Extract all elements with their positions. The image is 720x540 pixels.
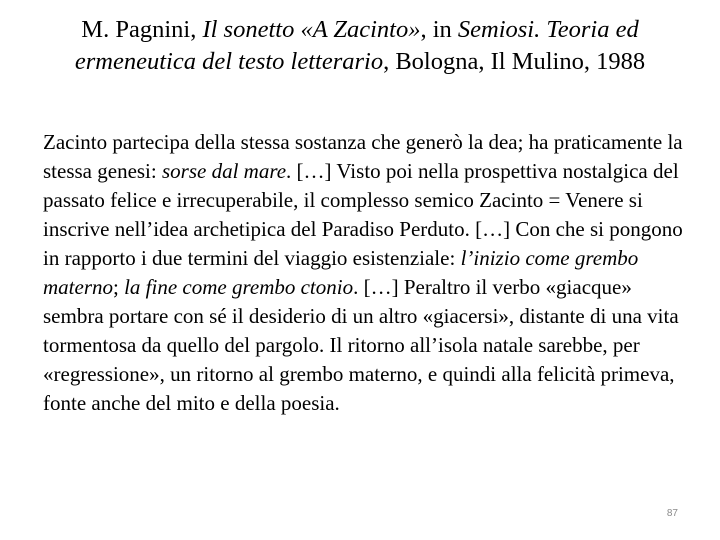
title-publisher: , Bologna, Il Mulino, 1988 [383, 48, 646, 75]
page-number: 87 [666, 508, 678, 519]
body-italic-2: l’inizio come grembo materno [43, 246, 639, 299]
body-text-3: ; [113, 275, 125, 299]
body-text-2: . […] Visto poi nella prospettiva nostalgica del passato felice e irrecuperabile, il complesso semico Zacinto = Venere si inscrive nell’idea archetipica del Paradiso Perduto. […] Con che si pongono in rapporto i due termini del viaggio esistenziale: [43, 159, 683, 270]
body-italic-1: sorse dal mare [161, 159, 287, 183]
slide-title [30, 14, 690, 78]
title-author: M. Pagnini, [81, 16, 203, 43]
body-text-4: . […] Peraltro il verbo «giacque» sembra portare con sé il desiderio di un altro «giacersi», distante di una vita tormentosa da quello del pargolo. Il ritorno all’isola natale sarebbe, per «regressione», un ritorno al grembo materno, e quindi alla felicità primeva, fonte anche del mito e della poesia. [43, 275, 679, 415]
quote-body [43, 128, 693, 418]
title-book: Semiosi. Teoria ed ermeneutica del testo letterario [74, 16, 639, 75]
title-article: Il sonetto «A Zacinto» [202, 16, 421, 43]
title-separator: , in [420, 16, 458, 43]
body-text-1: Zacinto partecipa della stessa sostanza che generò la dea; ha praticamente la stessa genesi: [43, 130, 683, 183]
body-italic-3: la fine come grembo ctonio [124, 275, 354, 299]
